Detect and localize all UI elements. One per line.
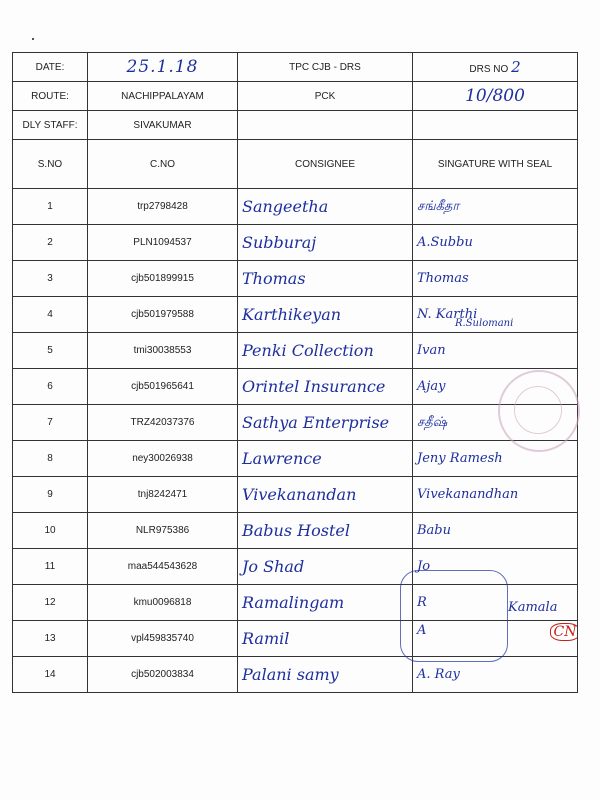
row-4-signature-note: R.Sulomani [455,318,514,329]
route-value: NACHIPPALAYAM [88,82,238,111]
row-cno: ney30026938 [88,441,238,477]
table-row [13,261,578,297]
scan-speck [32,38,34,40]
table-row [13,369,578,405]
column-header-row [13,140,578,189]
row-sno: 13 [13,621,88,657]
row-cno: vpl459835740 [88,621,238,657]
row-signature: N. Karthi [413,297,578,333]
pck-value: 10/800 [413,82,578,111]
row-cno: trp2798428 [88,189,238,225]
row-signature: Jo [413,549,578,585]
pck-label: PCK [238,82,413,111]
row-cno: tnj8242471 [88,477,238,513]
row-cno: TRZ42037376 [88,405,238,441]
row-signature: Ajay [413,369,578,405]
row-consignee: Babus Hostel [238,513,413,549]
row-signature: Vivekanandhan [413,477,578,513]
row-sno: 3 [13,261,88,297]
header-row-route [13,82,578,111]
row-signature: சதீஷ் [413,405,578,441]
row-sno: 12 [13,585,88,621]
table-row [13,441,578,477]
table-row [13,477,578,513]
row-sno: 11 [13,549,88,585]
row-signature: Thomas [413,261,578,297]
row-consignee: Palani samy [238,657,413,693]
row-consignee: Sangeetha [238,189,413,225]
row-signature: Babu [413,513,578,549]
row-sno: 2 [13,225,88,261]
table-row [13,657,578,693]
row-cno: cjb502003834 [88,657,238,693]
row-consignee: Vivekanandan [238,477,413,513]
blank-cell [413,111,578,140]
row-cno: NLR975386 [88,513,238,549]
row-consignee: Orintel Insurance [238,369,413,405]
row-signature: சங்கீதா [413,189,578,225]
date-label: DATE: [13,53,88,82]
bracket-signature: Kamala [508,600,558,615]
row-sno: 1 [13,189,88,225]
table-row [13,405,578,441]
table-row [13,189,578,225]
row-consignee: Penki Collection [238,333,413,369]
table-row [13,225,578,261]
table-row [13,333,578,369]
signature-bracket [400,570,508,662]
date-value: 25.1.18 [88,53,238,82]
row-sno: 4 [13,297,88,333]
row-consignee: Sathya Enterprise [238,405,413,441]
row-consignee: Ramalingam [238,585,413,621]
row-sno: 5 [13,333,88,369]
row-cno: tmi30038553 [88,333,238,369]
row-cno: maa544543628 [88,549,238,585]
col-sno-header: S.NO [13,140,88,189]
row-consignee: Thomas [238,261,413,297]
row-sno: 6 [13,369,88,405]
row-signature: Jeny Ramesh [413,441,578,477]
row-consignee: Jo Shad [238,549,413,585]
row-cno: cjb501965641 [88,369,238,405]
row-sno: 7 [13,405,88,441]
row-cno: kmu0096818 [88,585,238,621]
row-sno: 8 [13,441,88,477]
row-signature: Ivan [413,333,578,369]
row-consignee: Ramil [238,621,413,657]
drs-number-cell: DRS NO 2 [413,53,578,82]
row-consignee: Subburaj [238,225,413,261]
row-signature: A CN [413,621,578,657]
row-sno: 10 [13,513,88,549]
header-row-staff [13,111,578,140]
rubber-stamp-seal [498,370,580,452]
row-signature: A. Ray [413,657,578,693]
staff-label: DLY STAFF: [13,111,88,140]
col-consignee-header: CONSIGNEE [238,140,413,189]
row-sno: 14 [13,657,88,693]
row-signature: A.Subbu [413,225,578,261]
row-cno: cjb501899915 [88,261,238,297]
row-cno: PLN1094537 [88,225,238,261]
table-row [13,513,578,549]
col-cno-header: C.NO [88,140,238,189]
route-label: ROUTE: [13,82,88,111]
row-cno: cjb501979588 [88,297,238,333]
staff-value: SIVAKUMAR [88,111,238,140]
header-row-date [13,53,578,82]
drs-number-value: 2 [511,58,521,76]
col-signature-header: SINGATURE WITH SEAL [413,140,578,189]
row-signature: R [413,585,578,621]
blank-cell [238,111,413,140]
row-consignee: Lawrence [238,441,413,477]
route-code: TPC CJB - DRS [238,53,413,82]
row-sno: 9 [13,477,88,513]
red-stamp-mark: CN [550,623,578,641]
row-consignee: Karthikeyan [238,297,413,333]
